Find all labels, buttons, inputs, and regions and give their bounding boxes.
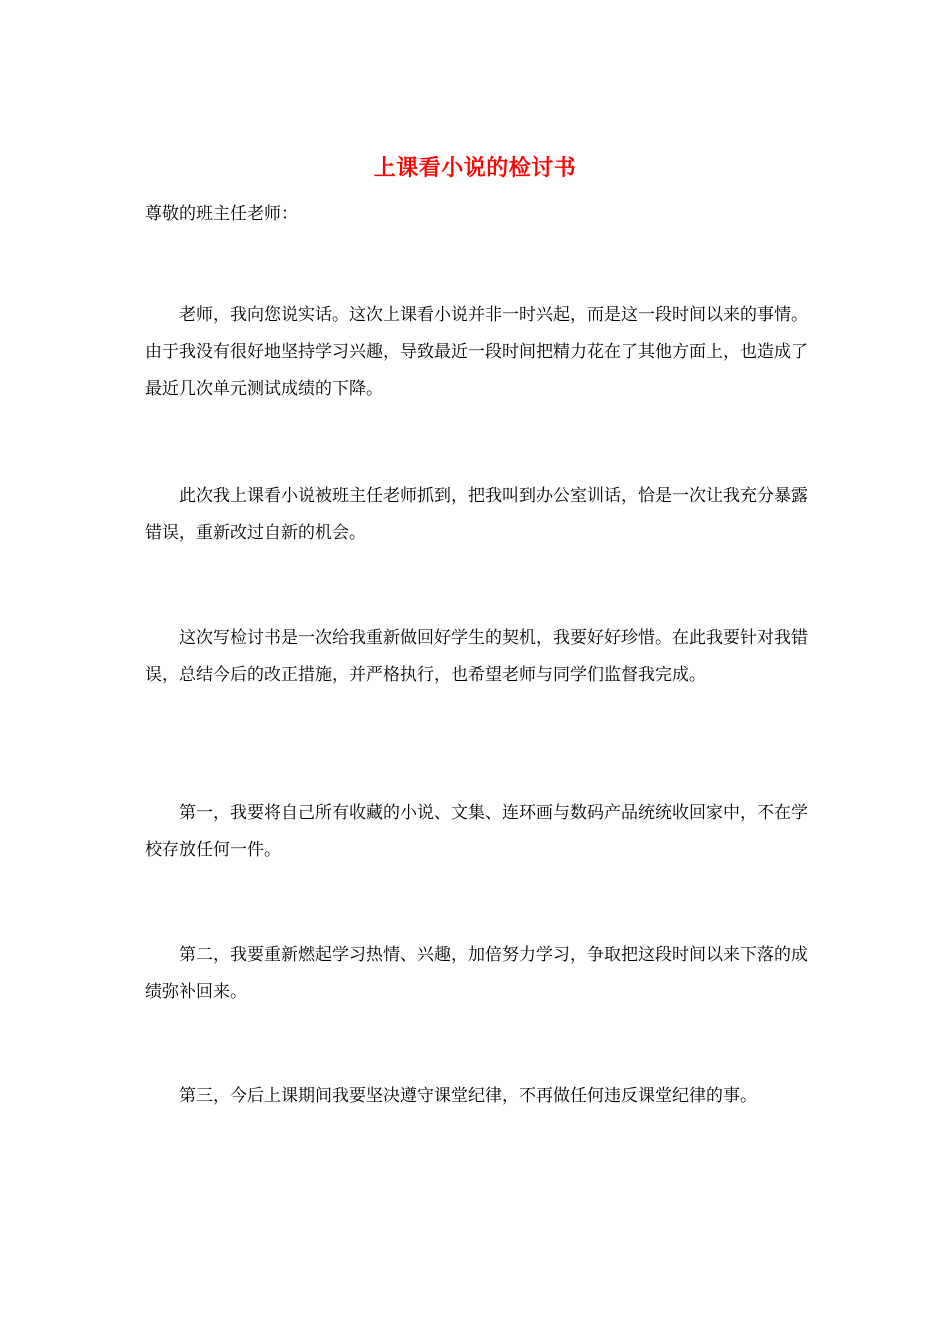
salutation: 尊敬的班主任老师： xyxy=(145,204,298,224)
paragraph-4: 第一，我要将自己所有收藏的小说、文集、连环画与数码产品统统收回家中，不在学校存放任何一件。 xyxy=(145,803,808,860)
document-title: 上课看小说的检讨书 xyxy=(373,155,577,181)
paragraph-3: 这次写检讨书是一次给我重新做回好学生的契机，我要好好珍惜。在此我要针对我错误，总结今后的改正措施，并严格执行，也希望老师与同学们监督我完成。 xyxy=(145,628,808,685)
paragraph-2: 此次我上课看小说被班主任老师抓到，把我叫到办公室训话，恰是一次让我充分暴露错误，重新改过自新的机会。 xyxy=(145,486,808,543)
paragraph-1: 老师，我向您说实话。这次上课看小说并非一时兴起，而是这一段时间以来的事情。由于我没有很好地坚持学习兴趣，导致最近一段时间把精力花在了其他方面上，也造成了最近几次单元测试成绩的下降。 xyxy=(145,305,808,399)
paragraph-5: 第二，我要重新燃起学习热情、兴趣，加倍努力学习，争取把这段时间以来下落的成绩弥补回来。 xyxy=(145,945,808,1002)
paragraph-6: 第三，今后上课期间我要坚决遵守课堂纪律，不再做任何违反课堂纪律的事。 xyxy=(179,1086,757,1106)
